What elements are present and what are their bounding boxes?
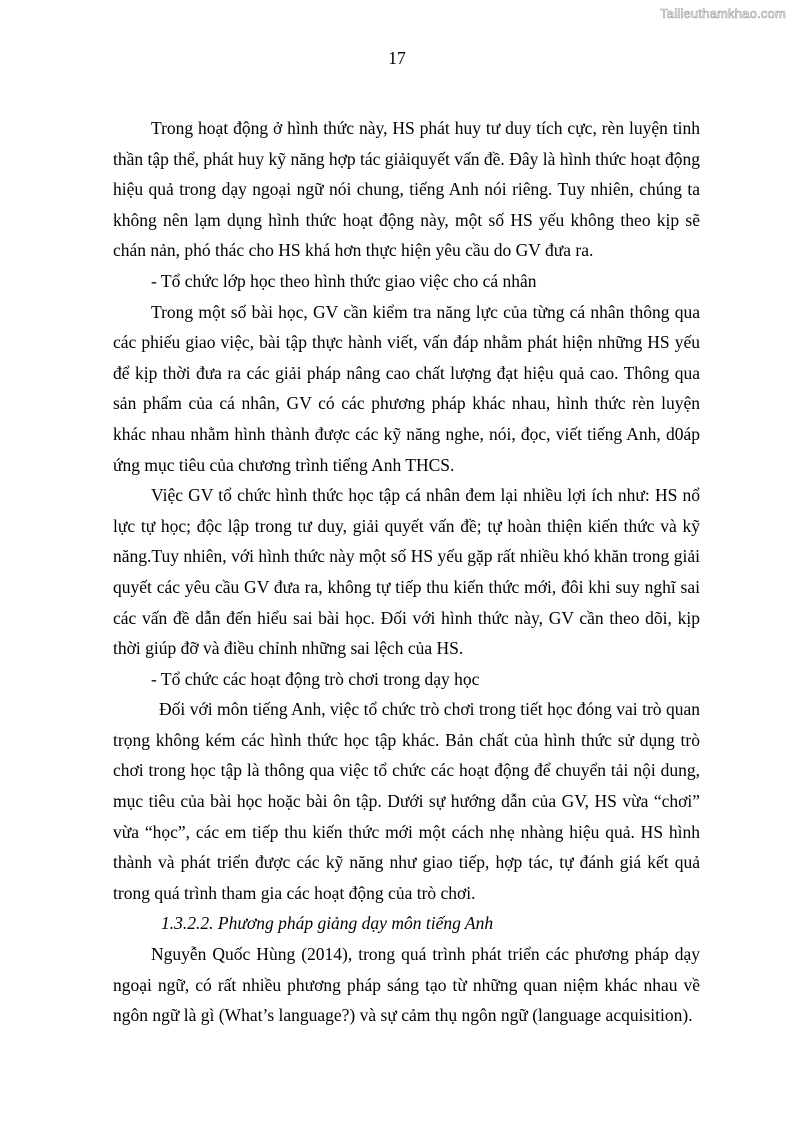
paragraph-methods-intro: Nguyễn Quốc Hùng (2014), trong quá trình phát triển các phương pháp dạy ngoại ngữ, có rất nhiều phương pháp sáng tạo từ những quan niệm khác nhau về ngôn ngữ là gì (What’s language?) và sự cảm thụ ngôn ngữ (language acquisition). [113, 944, 700, 1026]
bullet-individual-tasks: - Tổ chức lớp học theo hình thức giao việc cho cá nhân [151, 270, 537, 291]
watermark-text: Tailieuthamkhao.com [660, 6, 786, 21]
bullet-game-activities: - Tổ chức các hoạt động trò chơi trong dạy học [151, 668, 480, 689]
paragraph-individual-benefits: Việc GV tổ chức hình thức học tập cá nhân đem lại nhiều lợi ích như: HS nổ lực tự học; độc lập trong tư duy, giải quyết vấn đề; tự hoàn thiện kiến thức và kỹ năng.Tuy nhiên, với hình thức này một số HS yếu gặp rất nhiều khó khăn trong giải quyết các yêu cầu GV đưa ra, không tự tiếp thu kiến thức mới, đôi khi suy nghĩ sai các vấn đề dẫn đến hiểu sai bài học. Đối với hình thức này, GV cần theo dõi, kịp thời giúp đỡ và điều chỉnh những sai lệch của HS. [113, 485, 700, 659]
section-heading-teaching-methods: 1.3.2.2. Phương pháp giảng dạy môn tiếng Anh [161, 913, 494, 934]
page-number: 17 [388, 48, 406, 68]
document-body [113, 113, 700, 1031]
paragraph-group-activity: Trong hoạt động ở hình thức này, HS phát huy tư duy tích cực, rèn luyện tinh thần tập thể, phát huy kỹ năng hợp tác giảiquyết vấn đề. Đây là hình thức hoạt động hiệu quả trong dạy ngoại ngữ nói chung, tiếng Anh nói riêng. Tuy nhiên, chúng ta không nên lạm dụng hình thức hoạt động này, một số HS yếu không theo kịp sẽ chán nản, phó thác cho HS khá hơn thực hiện yêu cầu do GV đưa ra. [113, 118, 700, 261]
paragraph-individual-assessment: Trong một số bài học, GV cần kiểm tra năng lực của từng cá nhân thông qua các phiếu giao việc, bài tập thực hành viết, vấn đáp nhằm phát hiện những HS yếu để kịp thời đưa ra các giải pháp nâng cao chất lượng đạt hiệu quả cao. Thông qua sản phẩm của cá nhân, GV có các phương pháp khác nhau, hình thức rèn luyện khác nhau nhằm hình thành được các kỹ năng nghe, nói, đọc, viết tiếng Anh, d0áp ứng mục tiêu của chương trình tiếng Anh THCS. [113, 301, 700, 475]
paragraph-games: Đối với môn tiếng Anh, việc tổ chức trò chơi trong tiết học đóng vai trò quan trọng không kém các hình thức học tập khác. Bản chất của hình thức sử dụng trò chơi trong học tập là thông qua việc tổ chức các hoạt động để chuyển tải nội dung, mục tiêu của bài học hoặc bài ôn tập. Dưới sự hướng dẫn của GV, HS vừa “chơi” vừa “học”, các em tiếp thu kiến thức mới một cách nhẹ nhàng hiệu quả. HS hình thành và phát triển được các kỹ năng như giao tiếp, hợp tác, tự đánh giá kết quả trong quá trình tham gia các hoạt động của trò chơi. [113, 699, 700, 903]
